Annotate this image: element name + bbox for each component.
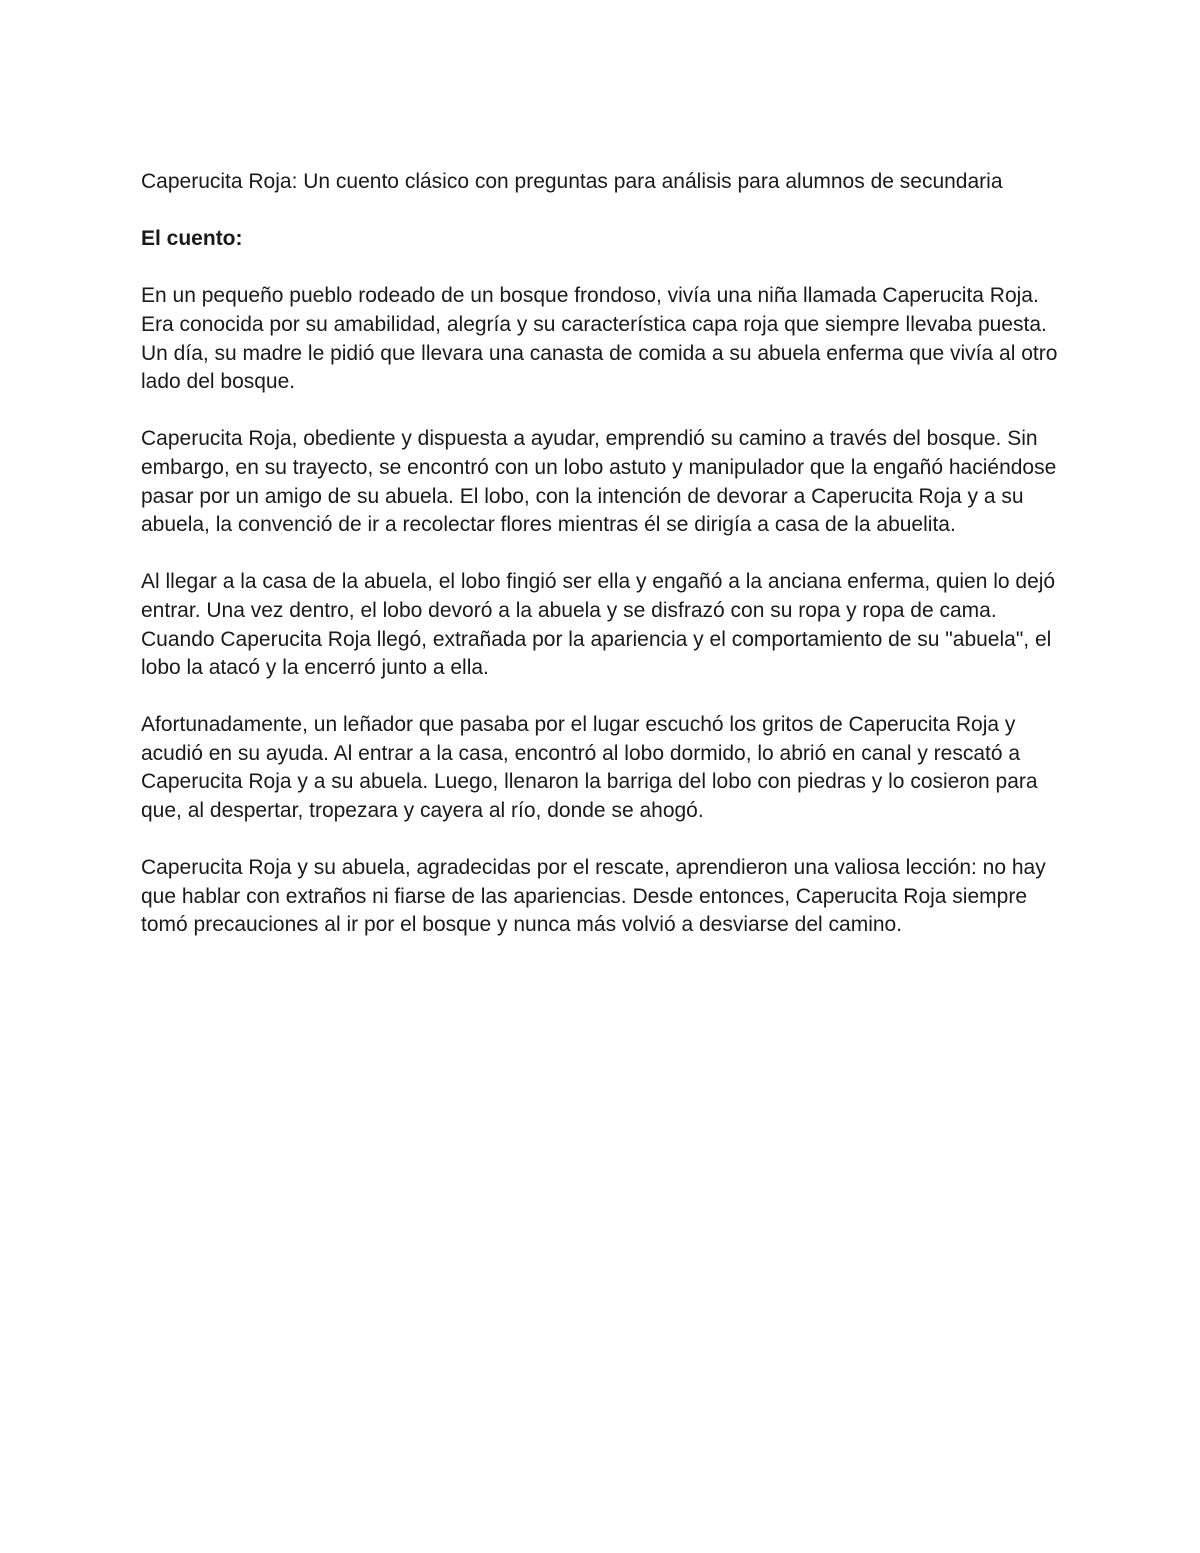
paragraph-2: Caperucita Roja, obediente y dispuesta a ayudar, emprendió su camino a través del bosque. Sin embargo, en su trayecto, se encontró con un lobo astuto y manipulador que la engañó haciéndose pasar por un amigo de su abuela. El lobo, con la intención de devorar a Caperucita Roja y a su abuela, la convenció de ir a recolectar flores mientras él se dirigía a casa de la abuelita.	[141, 427, 1057, 537]
section-heading: El cuento:	[141, 227, 243, 251]
paragraph-5: Caperucita Roja y su abuela, agradecidas por el rescate, aprendieron una valiosa lección: no hay que hablar con extraños ni fiarse de las apariencias. Desde entonces, Caperucita Roja siempre tomó precauciones al ir por el bosque y nunca más volvió a desviarse del camino.	[141, 856, 1046, 937]
document-body	[141, 168, 1066, 969]
document-title: Caperucita Roja: Un cuento clásico con preguntas para análisis para alumnos de secundaria	[141, 170, 1003, 193]
paragraph-1: En un pequeño pueblo rodeado de un bosque frondoso, vivía una niña llamada Caperucita Roja. Era conocida por su amabilidad, alegría y su característica capa roja que siempre llevaba puesta. Un día, su madre le pidió que llevara una canasta de comida a su abuela enferma que vivía al otro lado del bosque.	[141, 284, 1058, 394]
paragraph-3: Al llegar a la casa de la abuela, el lobo fingió ser ella y engañó a la anciana enferma, quien lo dejó entrar. Una vez dentro, el lobo devoró a la abuela y se disfrazó con su ropa y ropa de cama. Cuando Caperucita Roja llegó, extrañada por la apariencia y el comportamiento de su "abuela", el lobo la atacó y la encerró junto a ella.	[141, 570, 1056, 680]
paragraph-4: Afortunadamente, un leñador que pasaba por el lugar escuchó los gritos de Caperucita Roja y acudió en su ayuda. Al entrar a la casa, encontró al lobo dormido, lo abrió en canal y rescató a Caperucita Roja y a su abuela. Luego, llenaron la barriga del lobo con piedras y lo cosieron para que, al despertar, tropezara y cayera al río, donde se ahogó.	[141, 713, 1038, 823]
